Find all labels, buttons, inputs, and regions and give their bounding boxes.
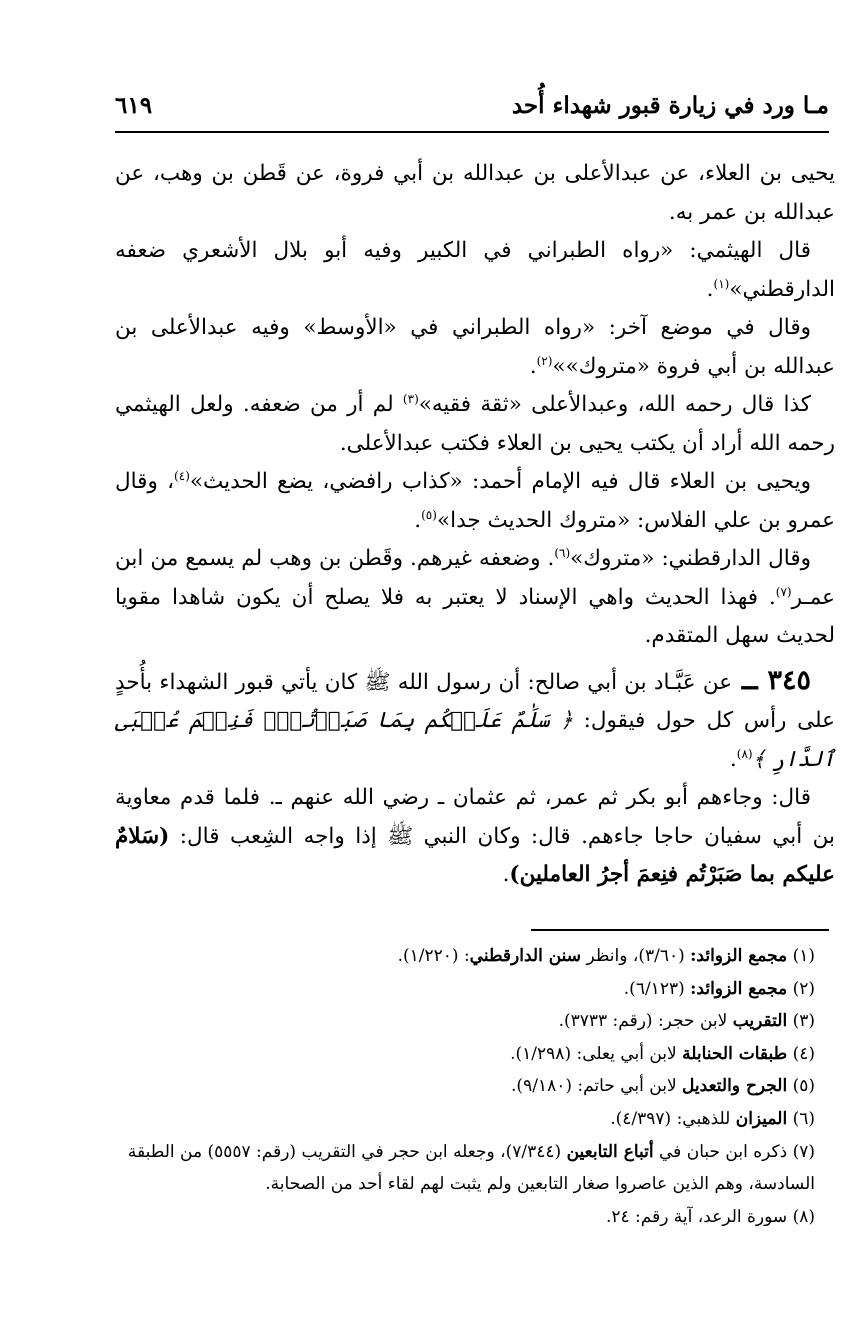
running-title: مـا ورد في زيارة قبور شهداء أُحد bbox=[511, 92, 829, 119]
footnotes bbox=[115, 940, 835, 1233]
footnote-item bbox=[115, 940, 835, 973]
page-number: ٦١٩ bbox=[115, 92, 153, 119]
footnote-item bbox=[115, 1070, 835, 1103]
footnote-text: (٦/١٢٣). bbox=[623, 978, 691, 999]
running-header bbox=[115, 88, 829, 128]
paragraph-5 bbox=[115, 463, 835, 540]
footnote-ref-4: (٤) bbox=[174, 468, 190, 483]
footnote-number: (٦) bbox=[792, 1108, 815, 1129]
footnote-item bbox=[115, 1038, 835, 1071]
footnote-ref-5: (٥) bbox=[421, 507, 437, 522]
paragraph-3 bbox=[115, 309, 835, 386]
footnote-number: (٨) bbox=[792, 1206, 815, 1227]
footnote-text: لابن حجر: (رقم: ٣٧٣٣). bbox=[558, 1011, 733, 1032]
header-rule bbox=[115, 131, 829, 133]
footnote-text-2: : (١/٢٢٠). bbox=[397, 946, 470, 966]
paragraph-2-text: قال الهيثمي: «رواه الطبراني في الكبير وفيه أبو بلال الأشعري ضعفه الدارقطني» bbox=[115, 238, 835, 302]
paragraph-3-text: وقال في موضع آخر: «رواه الطبراني في «الأوسط» وفيه عبدالأعلى بن عبدالله بن أبي فروة «متروك»» bbox=[115, 315, 835, 379]
footnote-source-title: مجمع الزوائد: bbox=[690, 978, 788, 999]
paragraph-1-line-1: يحيى بن العلاء، عن عبدالأعلى بن عبدالله بن أبي فروة، عن قَطن بن وهب، عن bbox=[115, 161, 835, 186]
footnote-item bbox=[115, 1005, 835, 1038]
footnote-source-title: مجمع الزوائد: bbox=[690, 946, 788, 966]
hadith-text: عن عَبَّـاد بن أبي صالح: أن رسول الله ﷺ كان يأتي قبور الشهداء بأُحدٍ على رأس كل حول فيقول: bbox=[115, 669, 835, 733]
footnote-text-2: (٧/٣٤٤)، وجعله ابن حجر في التقريب (رقم: ٥٥٥٧) من الطبقة السادسة، وهم الذين عاصروا صغار التابعين ولم يثبت لهم لقاء أحد من الصحابة. bbox=[127, 1141, 815, 1195]
footnote-source-title-2: أتباع التابعين bbox=[566, 1141, 654, 1162]
footnote-text: (٣/٦٠)، وانظر bbox=[581, 946, 691, 966]
footnote-text: للذهبي: (٤/٣٩٧). bbox=[610, 1108, 736, 1129]
footnote-ref-8: (٨) bbox=[736, 746, 753, 761]
hadith-dash: ــ bbox=[732, 664, 768, 696]
paragraph-4-text-b: لم أر من ضعفه. ولعل الهيثمي رحمه الله أراد أن يكتب يحيى بن العلاء فكتب عبدالأعلى. bbox=[115, 392, 835, 456]
footnote-ref-6: (٦) bbox=[554, 545, 571, 560]
hadith-end: . bbox=[729, 746, 737, 772]
footnote-source-title: طبقات الحنابلة bbox=[682, 1043, 788, 1064]
hadith-paragraph bbox=[115, 662, 835, 780]
footnote-number: (٤) bbox=[792, 1043, 815, 1064]
footnote-number: (٧) bbox=[792, 1141, 815, 1162]
paragraph-4 bbox=[115, 386, 835, 463]
footnote-number: (٣) bbox=[792, 1011, 815, 1032]
paragraph-2 bbox=[115, 232, 835, 309]
paragraph-2-end: . bbox=[706, 276, 714, 302]
footnote-item bbox=[115, 1201, 835, 1234]
paragraph-5-end: . bbox=[414, 507, 422, 533]
paragraph-3-end: . bbox=[529, 353, 537, 379]
paragraph-1 bbox=[115, 155, 835, 232]
main-text bbox=[115, 155, 835, 895]
paragraph-6-text-b: . وضعفه غيرهم. وقَطن بن وهب لم يسمع من ابن عمـر bbox=[115, 546, 835, 610]
footnote-ref-7: (٧) bbox=[775, 584, 792, 599]
footnote-source-title-2: سنن الدارقطني bbox=[469, 946, 582, 966]
footnote-text: لابن أبي حاتم: (٩/١٨٠). bbox=[511, 1076, 683, 1097]
footnote-number: (١) bbox=[792, 946, 815, 966]
footnote-ref-1: (١) bbox=[713, 276, 730, 291]
footnote-source-title: الميزان bbox=[735, 1108, 788, 1129]
paragraph-5-text-b: ، وقال عمرو بن علي الفلاس: «متروك الحديث جدا» bbox=[115, 469, 835, 533]
paragraph-8 bbox=[115, 779, 835, 895]
footnote-item bbox=[115, 1136, 835, 1201]
footnote-source-title: الجرح والتعديل bbox=[682, 1076, 788, 1097]
paragraph-6-text-a: وقال الدارقطني: «متروك» bbox=[570, 546, 812, 571]
paragraph-4-text-a: كذا قال رحمه الله، وعبدالأعلى «ثقة فقيه» bbox=[418, 392, 811, 417]
salam-phrase: (سَلامٌ عليكم بما صَبَرْتُم فنِعمَ أجرُ العاملين) bbox=[115, 823, 835, 887]
footnote-number: (٥) bbox=[792, 1076, 815, 1097]
paragraph-5-text-a: ويحيى بن العلاء قال فيه الإمام أحمد: «كذاب رافضي، يضع الحديث» bbox=[189, 469, 812, 494]
footnote-ref-3: (٣) bbox=[402, 391, 419, 406]
paragraph-6 bbox=[115, 540, 835, 656]
hadith-number: ٣٤٥ bbox=[767, 664, 811, 696]
paragraph-8-text: قال: وجاءهم أبو بكر ثم عمر، ثم عثمان ـ رضي الله عنهم ـ. فلما قدم معاوية بن أبي سفيان حاجا جاءهم. قال: وكان النبي ﷺ إذا واجه الشِعب قال: bbox=[115, 785, 835, 849]
quran-verse: ﴿ سَلَٰمٌ عَلَيۡكُم بِمَا صَبَرۡتُمۡۚ فَنِعۡمَ عُقۡبَى ٱلدَّارِ ﴾ bbox=[115, 708, 835, 772]
footnote-rule bbox=[531, 929, 829, 931]
paragraph-6-text-c: . فهذا الحديث واهي الإسناد لا يعتبر به فلا يصلح أن يكون شاهدا مقويا لحديث سهل المتقدم. bbox=[115, 584, 835, 648]
footnote-item bbox=[115, 1103, 835, 1136]
footnote-number: (٢) bbox=[792, 978, 815, 999]
footnote-ref-2: (٢) bbox=[536, 353, 553, 368]
paragraph-8-end: . bbox=[502, 862, 510, 887]
footnote-text: لابن أبي يعلى: (١/٢٩٨). bbox=[510, 1043, 683, 1064]
footnote-source-title: التقريب bbox=[732, 1011, 788, 1032]
footnote-item bbox=[115, 973, 835, 1006]
paragraph-1-line-2: عبدالله بن عمر به. bbox=[668, 199, 835, 225]
footnote-text: سورة الرعد، آية رقم: ٢٤. bbox=[605, 1206, 788, 1227]
footnote-text: ذكره ابن حبان في bbox=[653, 1141, 788, 1162]
